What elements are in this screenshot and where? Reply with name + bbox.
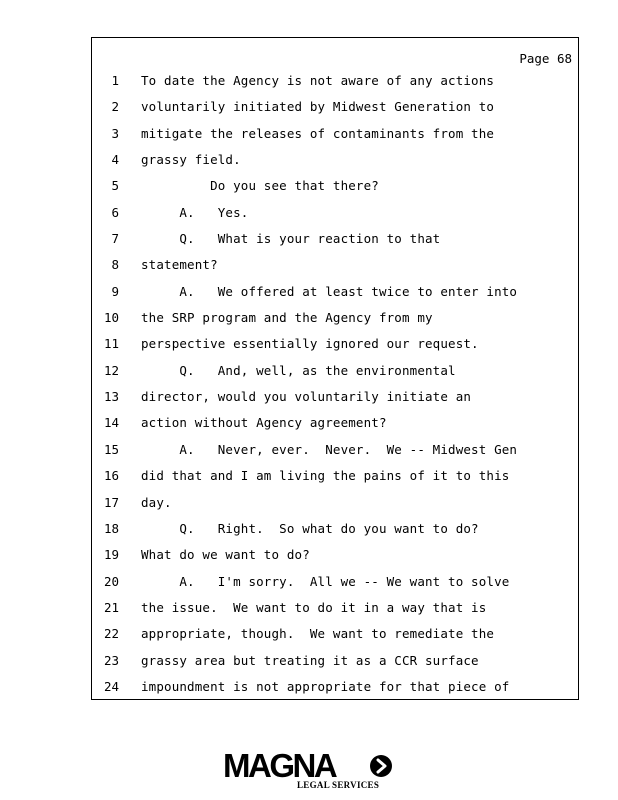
line-text: voluntarily initiated by Midwest Generation to bbox=[141, 99, 495, 115]
line-text: grassy area but treating it as a CCR surface bbox=[141, 652, 479, 668]
transcript-page bbox=[91, 37, 579, 700]
logo-tagline: LEGAL SERVICES bbox=[297, 780, 380, 790]
transcript-line bbox=[92, 334, 578, 360]
transcript-line bbox=[92, 440, 578, 466]
line-number: 7 bbox=[111, 231, 119, 247]
transcript-line bbox=[92, 572, 578, 598]
line-number: 9 bbox=[111, 283, 119, 299]
line-number: 14 bbox=[103, 415, 119, 431]
line-number: 21 bbox=[103, 599, 119, 615]
line-number: 24 bbox=[103, 678, 119, 694]
line-text: statement? bbox=[141, 257, 218, 273]
transcript-line bbox=[92, 598, 578, 624]
line-number: 5 bbox=[111, 178, 119, 194]
transcript-line bbox=[92, 624, 578, 650]
line-text: Do you see that there? bbox=[141, 178, 379, 194]
line-number: 22 bbox=[103, 626, 119, 642]
line-text: To date the Agency is not aware of any actions bbox=[141, 73, 495, 88]
line-number: 11 bbox=[103, 336, 119, 352]
transcript-line bbox=[92, 413, 578, 439]
line-number: 6 bbox=[111, 204, 119, 220]
transcript-line bbox=[92, 308, 578, 334]
transcript-line bbox=[92, 282, 578, 308]
transcript-line bbox=[92, 466, 578, 492]
magna-logo bbox=[223, 749, 395, 793]
line-text: A. We offered at least twice to enter into bbox=[141, 283, 518, 299]
line-number: 18 bbox=[103, 520, 119, 536]
line-text: director, would you voluntarily initiate an bbox=[141, 389, 472, 405]
transcript-line bbox=[92, 97, 578, 123]
line-text: A. Never, ever. Never. We -- Midwest Gen bbox=[141, 441, 518, 457]
transcript-line bbox=[92, 176, 578, 202]
line-number: 12 bbox=[103, 362, 119, 378]
line-text: the SRP program and the Agency from my bbox=[141, 310, 433, 326]
line-text: A. I'm sorry. All we -- We want to solve bbox=[141, 573, 510, 589]
line-text: Q. And, well, as the environmental bbox=[141, 362, 456, 378]
line-text: Q. What is your reaction to that bbox=[141, 231, 441, 247]
logo-wordmark: MAGNA bbox=[223, 747, 336, 784]
transcript-line bbox=[92, 651, 578, 677]
line-number: 15 bbox=[103, 441, 119, 457]
transcript-line bbox=[92, 71, 578, 97]
transcript-line bbox=[92, 519, 578, 545]
line-text: grassy field. bbox=[141, 152, 241, 168]
chevron-right-circle-icon bbox=[370, 755, 392, 777]
line-number: 20 bbox=[103, 573, 119, 589]
line-number: 16 bbox=[103, 468, 119, 484]
page-number: Page 68 bbox=[519, 51, 572, 66]
line-text: What do we want to do? bbox=[141, 547, 310, 563]
chevron-right-icon bbox=[370, 755, 392, 777]
transcript-line bbox=[92, 493, 578, 519]
line-number: 8 bbox=[111, 257, 119, 273]
line-number: 2 bbox=[111, 99, 119, 115]
line-number: 4 bbox=[111, 152, 119, 168]
line-text: the issue. We want to do it in a way that is bbox=[141, 599, 487, 615]
transcript-line bbox=[92, 545, 578, 571]
line-number: 19 bbox=[103, 547, 119, 563]
line-text: perspective essentially ignored our request. bbox=[141, 336, 479, 352]
transcript-line bbox=[92, 150, 578, 176]
transcript-line bbox=[92, 387, 578, 413]
line-text: day. bbox=[141, 494, 172, 510]
line-text: did that and I am living the pains of it to this bbox=[141, 468, 510, 484]
line-text: mitigate the releases of contaminants from the bbox=[141, 125, 495, 141]
line-number: 10 bbox=[103, 310, 119, 326]
transcript-line bbox=[92, 203, 578, 229]
line-text: appropriate, though. We want to remediate the bbox=[141, 626, 495, 642]
line-number: 3 bbox=[111, 125, 119, 141]
transcript-lines bbox=[92, 71, 578, 703]
line-number: 23 bbox=[103, 652, 119, 668]
transcript-line bbox=[92, 255, 578, 281]
line-number: 17 bbox=[103, 494, 119, 510]
line-text: A. Yes. bbox=[141, 204, 249, 220]
line-number: 1 bbox=[111, 73, 119, 88]
line-text: impoundment is not appropriate for that piece of bbox=[141, 678, 510, 694]
line-text: action without Agency agreement? bbox=[141, 415, 387, 431]
line-number: 13 bbox=[103, 389, 119, 405]
transcript-line bbox=[92, 229, 578, 255]
transcript-line bbox=[92, 361, 578, 387]
transcript-line bbox=[92, 124, 578, 150]
transcript-line bbox=[92, 677, 578, 703]
line-text: Q. Right. So what do you want to do? bbox=[141, 520, 479, 536]
